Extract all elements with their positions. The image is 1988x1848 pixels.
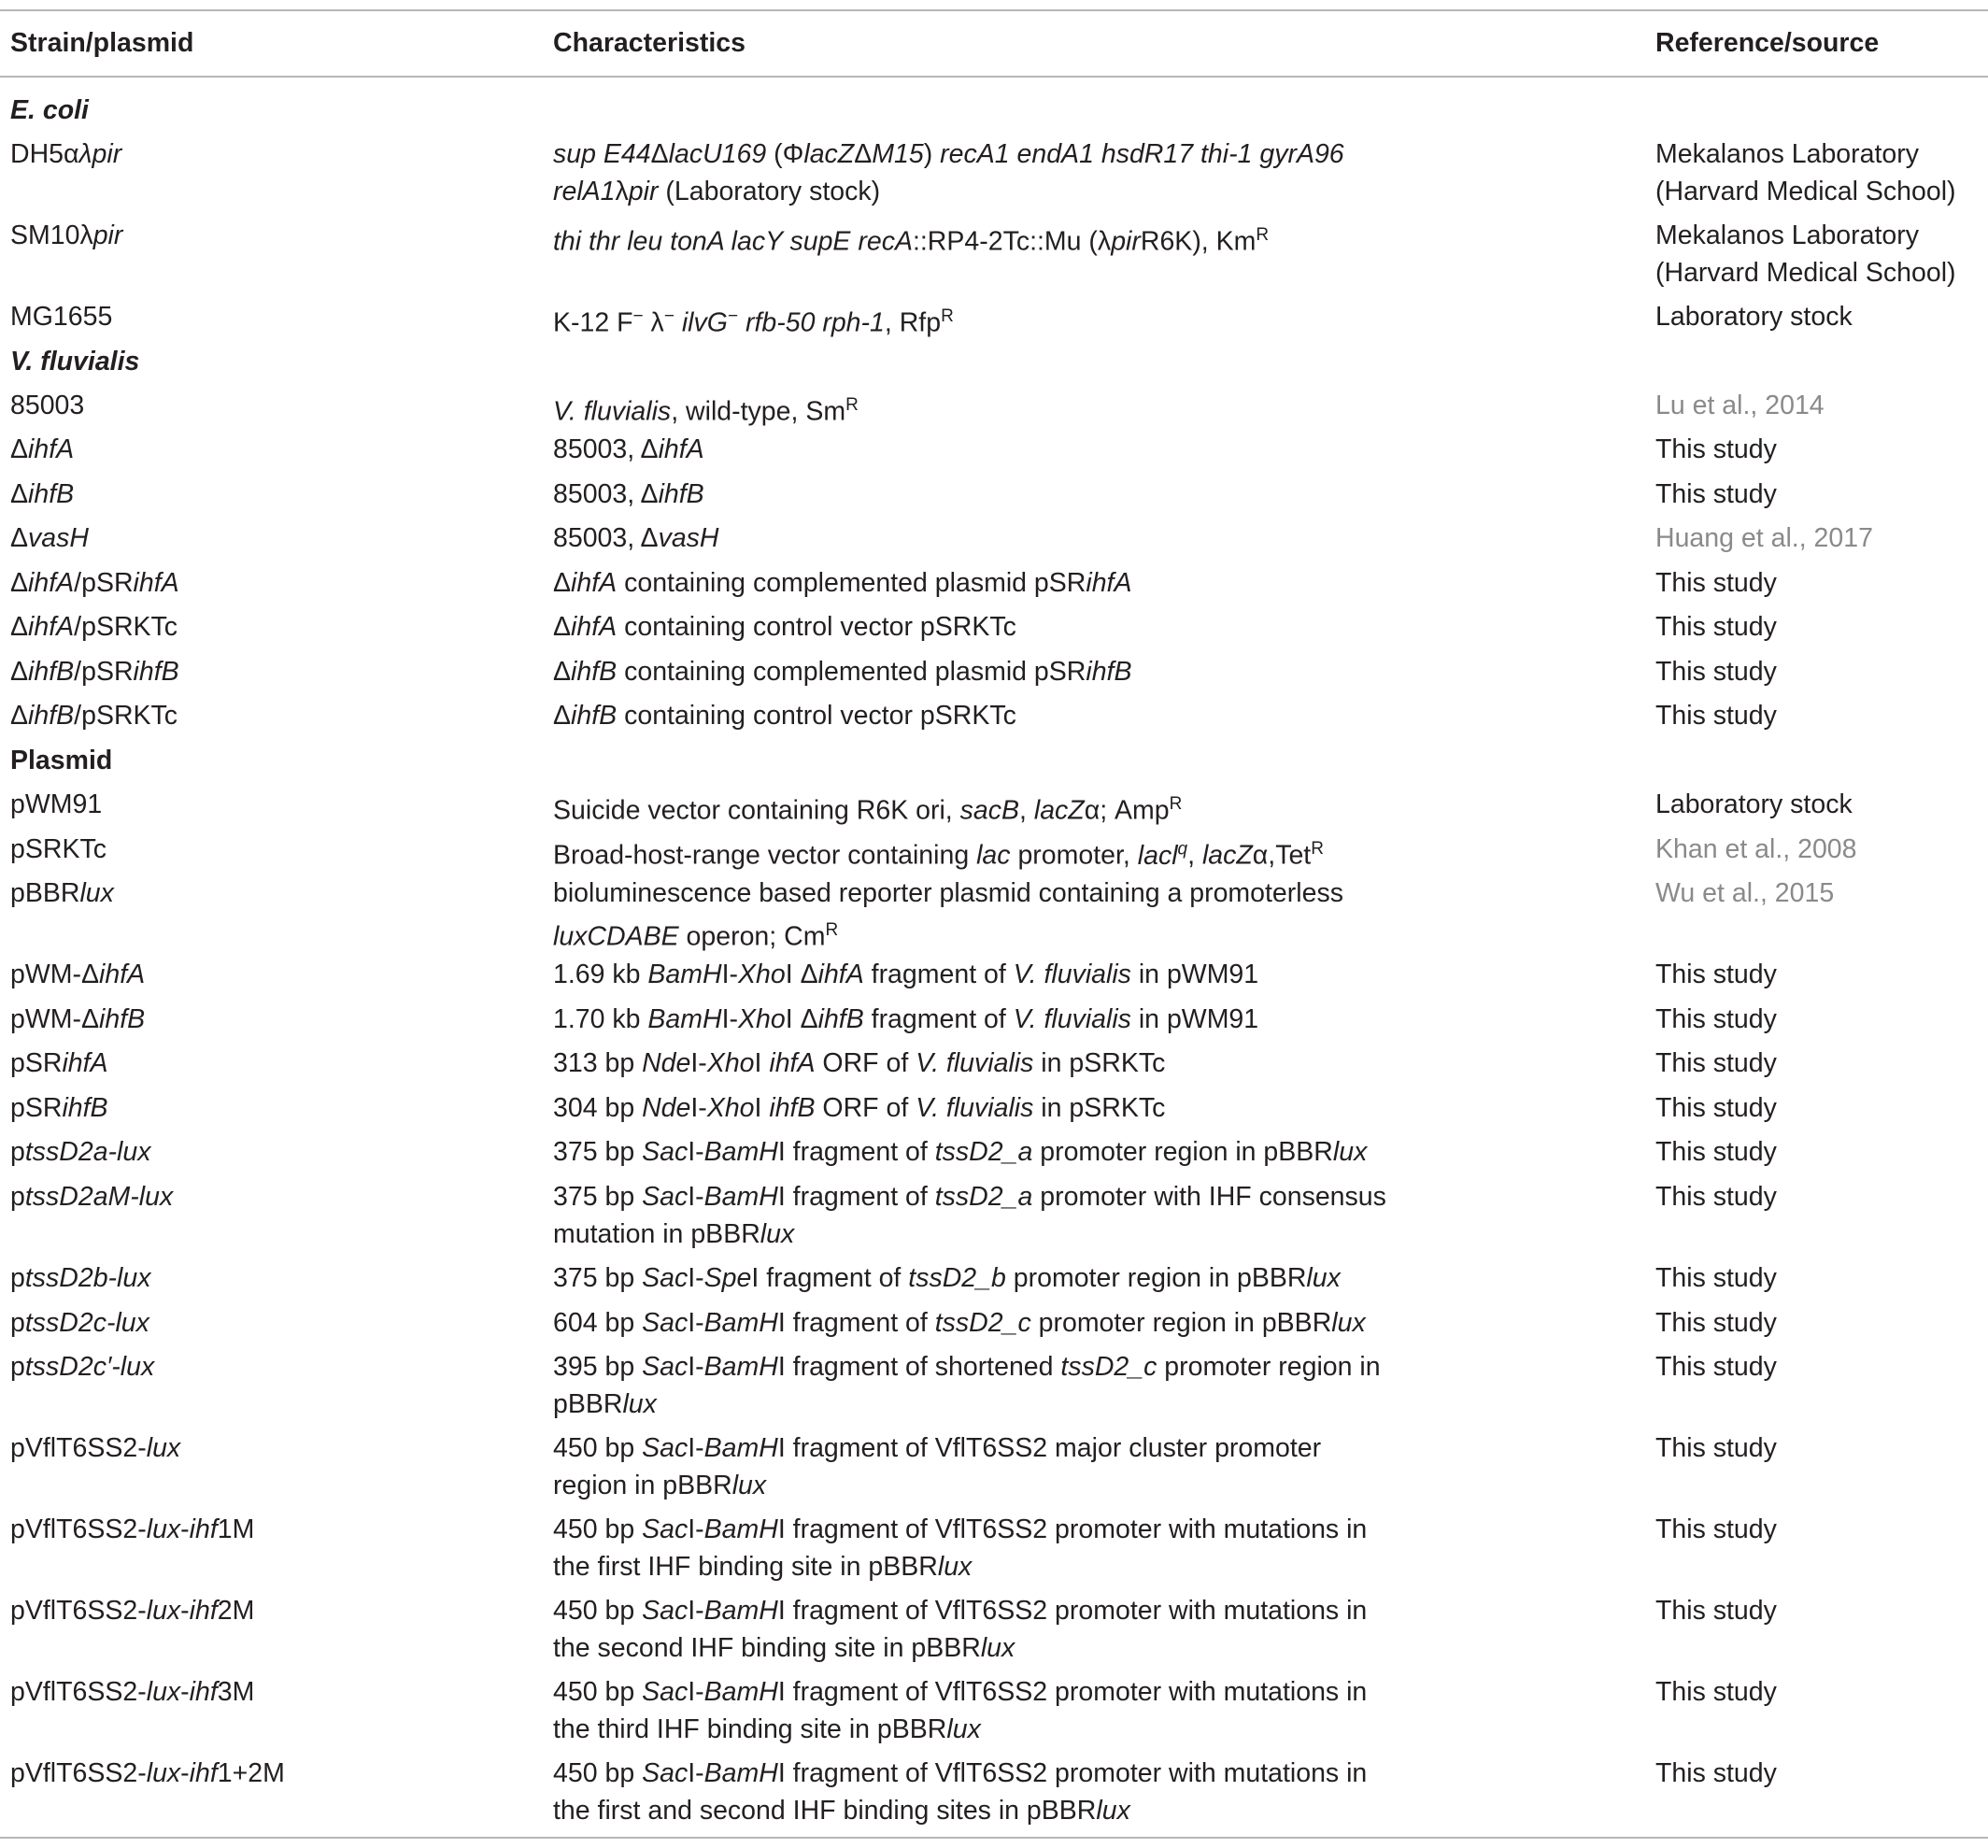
characteristics-cell: 395 bp SacI-BamHI fragment of shortened tssD2_c promoter region in <box>553 1352 1381 1382</box>
reference-cell: This study <box>1655 701 1777 731</box>
characteristics-cell: 375 bp SacI-SpeI fragment of tssD2_b promoter region in pBBRlux <box>553 1263 1341 1293</box>
characteristics-cell: 450 bp SacI-BamHI fragment of VflT6SS2 promoter with mutations in <box>553 1514 1368 1544</box>
characteristics-cell: region in pBBRlux <box>553 1471 767 1500</box>
strain-cell: pSRihfB <box>10 1093 108 1123</box>
strain-cell: ΔihfB/pSRihfB <box>10 657 179 687</box>
reference-cell: This study <box>1655 479 1777 509</box>
characteristics-cell: Suicide vector containing R6K ori, sacB, lacZα; Amp$^R$ <box>553 794 1183 826</box>
strain-cell: pVflT6SS2-lux-ihf1+2M <box>10 1758 285 1788</box>
section-title: Plasmid <box>10 746 113 775</box>
characteristics-cell: 1.70 kb BamHI-XhoI ΔihfB fragment of V. fluvialis in pWM91 <box>553 1004 1259 1034</box>
table-top-rule <box>0 9 1988 11</box>
reference-link[interactable]: Khan et al., 2008 <box>1655 834 1857 864</box>
strain-cell: ptssD2aM-lux <box>10 1182 174 1212</box>
strain-cell: ptssD2c′-lux <box>10 1352 155 1382</box>
characteristics-cell: sup E44ΔlacU169 (ΦlacZΔM15) recA1 endA1 hsdR17 thi-1 gyrA96 <box>553 139 1344 169</box>
reference-cell: Mekalanos Laboratory <box>1655 220 1919 250</box>
characteristics-cell: the second IHF binding site in pBBRlux <box>553 1633 1015 1663</box>
characteristics-cell: 450 bp SacI-BamHI fragment of VflT6SS2 major cluster promoter <box>553 1433 1322 1463</box>
strain-cell: pSRKTc <box>10 834 106 864</box>
characteristics-cell: relA1λpir (Laboratory stock) <box>553 177 881 206</box>
strain-cell: ΔihfB <box>10 479 75 509</box>
strain-cell: ΔihfA/pSRihfA <box>10 568 179 598</box>
reference-cell: This study <box>1655 1004 1777 1034</box>
reference-cell: This study <box>1655 1048 1777 1078</box>
characteristics-cell: 313 bp NdeI-XhoI ihfA ORF of V. fluvialis in pSRKTc <box>553 1048 1166 1078</box>
strain-cell: ΔihfA <box>10 434 75 464</box>
strain-cell: pVflT6SS2-lux-ihf3M <box>10 1677 255 1707</box>
reference-cell: This study <box>1655 960 1777 989</box>
reference-cell: Laboratory stock <box>1655 789 1853 819</box>
reference-cell: This study <box>1655 657 1777 687</box>
header-strain: Strain/plasmid <box>10 28 194 58</box>
strain-cell: pVflT6SS2-lux-ihf2M <box>10 1596 255 1626</box>
reference-cell: This study <box>1655 1596 1777 1626</box>
strain-cell: ΔvasH <box>10 523 89 553</box>
characteristics-cell: ΔihfB containing complemented plasmid pSRihfB <box>553 657 1132 687</box>
reference-cell: This study <box>1655 1433 1777 1463</box>
strain-cell: pWM91 <box>10 789 103 819</box>
characteristics-cell: the first and second IHF binding sites in pBBRlux <box>553 1796 1130 1826</box>
characteristics-cell: ΔihfB containing control vector pSRKTc <box>553 701 1016 731</box>
reference-cell: This study <box>1655 612 1777 642</box>
strain-cell: ΔihfB/pSRKTc <box>10 701 178 731</box>
reference-cell: This study <box>1655 1263 1777 1293</box>
table-bottom-rule <box>0 1837 1988 1839</box>
characteristics-cell: Broad-host-range vector containing lac promoter, lacl$^q$, lacZα,Tet$^R$ <box>553 839 1324 871</box>
section-title: V. fluvialis <box>10 347 140 377</box>
strain-cell: MG1655 <box>10 302 113 332</box>
reference-cell: This study <box>1655 1308 1777 1338</box>
characteristics-cell: the first IHF binding site in pBBRlux <box>553 1552 973 1582</box>
reference-cell: This study <box>1655 568 1777 598</box>
strain-cell: pVflT6SS2-lux-ihf1M <box>10 1514 255 1544</box>
strain-cell: DH5αλpir <box>10 139 122 169</box>
strain-cell: pSRihfA <box>10 1048 108 1078</box>
strain-cell: ptssD2a-lux <box>10 1137 151 1167</box>
reference-cell: Laboratory stock <box>1655 302 1853 332</box>
characteristics-cell: 1.69 kb BamHI-XhoI ΔihfA fragment of V. fluvialis in pWM91 <box>553 960 1259 989</box>
strain-cell: pBBRlux <box>10 878 114 908</box>
reference-cell: This study <box>1655 1514 1777 1544</box>
strain-cell: ptssD2c-lux <box>10 1308 149 1338</box>
characteristics-cell: thi thr leu tonA lacY supE recA::RP4-2Tc::Mu (λpirR6K), $Km^R$ <box>553 225 1270 257</box>
characteristics-cell: 604 bp SacI-BamHI fragment of tssD2_c promoter region in pBBRlux <box>553 1308 1366 1338</box>
reference-cell: This study <box>1655 1758 1777 1788</box>
header-reference: Reference/source <box>1655 28 1880 58</box>
reference-cell: (Harvard Medical School) <box>1655 177 1956 206</box>
reference-cell: This study <box>1655 1352 1777 1382</box>
characteristics-cell: luxCDABE operon; $Cm^R$ <box>553 920 839 952</box>
characteristics-cell: 375 bp SacI-BamHI fragment of tssD2_a promoter with IHF consensus <box>553 1182 1386 1212</box>
table-header-rule <box>0 76 1988 78</box>
section-title: E. coli <box>10 95 89 125</box>
reference-link[interactable]: Wu et al., 2015 <box>1655 878 1835 908</box>
characteristics-cell: 304 bp NdeI-XhoI ihfB ORF of V. fluvialis in pSRKTc <box>553 1093 1166 1123</box>
characteristics-cell: 375 bp SacI-BamHI fragment of tssD2_a promoter region in pBBRlux <box>553 1137 1368 1167</box>
reference-cell: This study <box>1655 1093 1777 1123</box>
strain-cell: ptssD2b-lux <box>10 1263 151 1293</box>
characteristics-cell: 450 bp SacI-BamHI fragment of VflT6SS2 promoter with mutations in <box>553 1677 1368 1707</box>
characteristics-cell: V. fluvialis, wild-type, $Sm^R$ <box>553 395 859 427</box>
characteristics-cell: bioluminescence based reporter plasmid containing a promoterless <box>553 878 1343 908</box>
characteristics-cell: 450 bp SacI-BamHI fragment of VflT6SS2 promoter with mutations in <box>553 1758 1368 1788</box>
characteristics-cell: 85003, ΔihfB <box>553 479 704 509</box>
strain-cell: pWM-ΔihfB <box>10 1004 146 1034</box>
strain-cell: 85003 <box>10 391 85 420</box>
reference-cell: This study <box>1655 434 1777 464</box>
characteristics-cell: mutation in pBBRlux <box>553 1219 795 1249</box>
strain-cell: pVflT6SS2-lux <box>10 1433 181 1463</box>
characteristics-cell: the third IHF binding site in pBBRlux <box>553 1714 981 1744</box>
characteristics-cell: ΔihfA containing control vector pSRKTc <box>553 612 1016 642</box>
characteristics-cell: 450 bp SacI-BamHI fragment of VflT6SS2 promoter with mutations in <box>553 1596 1368 1626</box>
characteristics-cell: 85003, ΔihfA <box>553 434 704 464</box>
reference-cell: (Harvard Medical School) <box>1655 258 1956 288</box>
characteristics-cell: 85003, ΔvasH <box>553 523 719 553</box>
reference-cell: This study <box>1655 1182 1777 1212</box>
reference-cell: This study <box>1655 1137 1777 1167</box>
strain-cell: ΔihfA/pSRKTc <box>10 612 178 642</box>
reference-cell: Mekalanos Laboratory <box>1655 139 1919 169</box>
header-characteristics: Characteristics <box>553 28 746 58</box>
reference-cell: This study <box>1655 1677 1777 1707</box>
characteristics-cell: pBBRlux <box>553 1389 657 1419</box>
characteristics-cell: K-12 F− λ− ilvG− rfb-50 rph-1, Rfp$^R$ <box>553 306 954 338</box>
strain-cell: SM10λpir <box>10 220 123 250</box>
strain-cell: pWM-ΔihfA <box>10 960 146 989</box>
reference-link[interactable]: Lu et al., 2014 <box>1655 391 1825 420</box>
characteristics-cell: ΔihfA containing complemented plasmid pSRihfA <box>553 568 1132 598</box>
reference-link[interactable]: Huang et al., 2017 <box>1655 523 1873 553</box>
